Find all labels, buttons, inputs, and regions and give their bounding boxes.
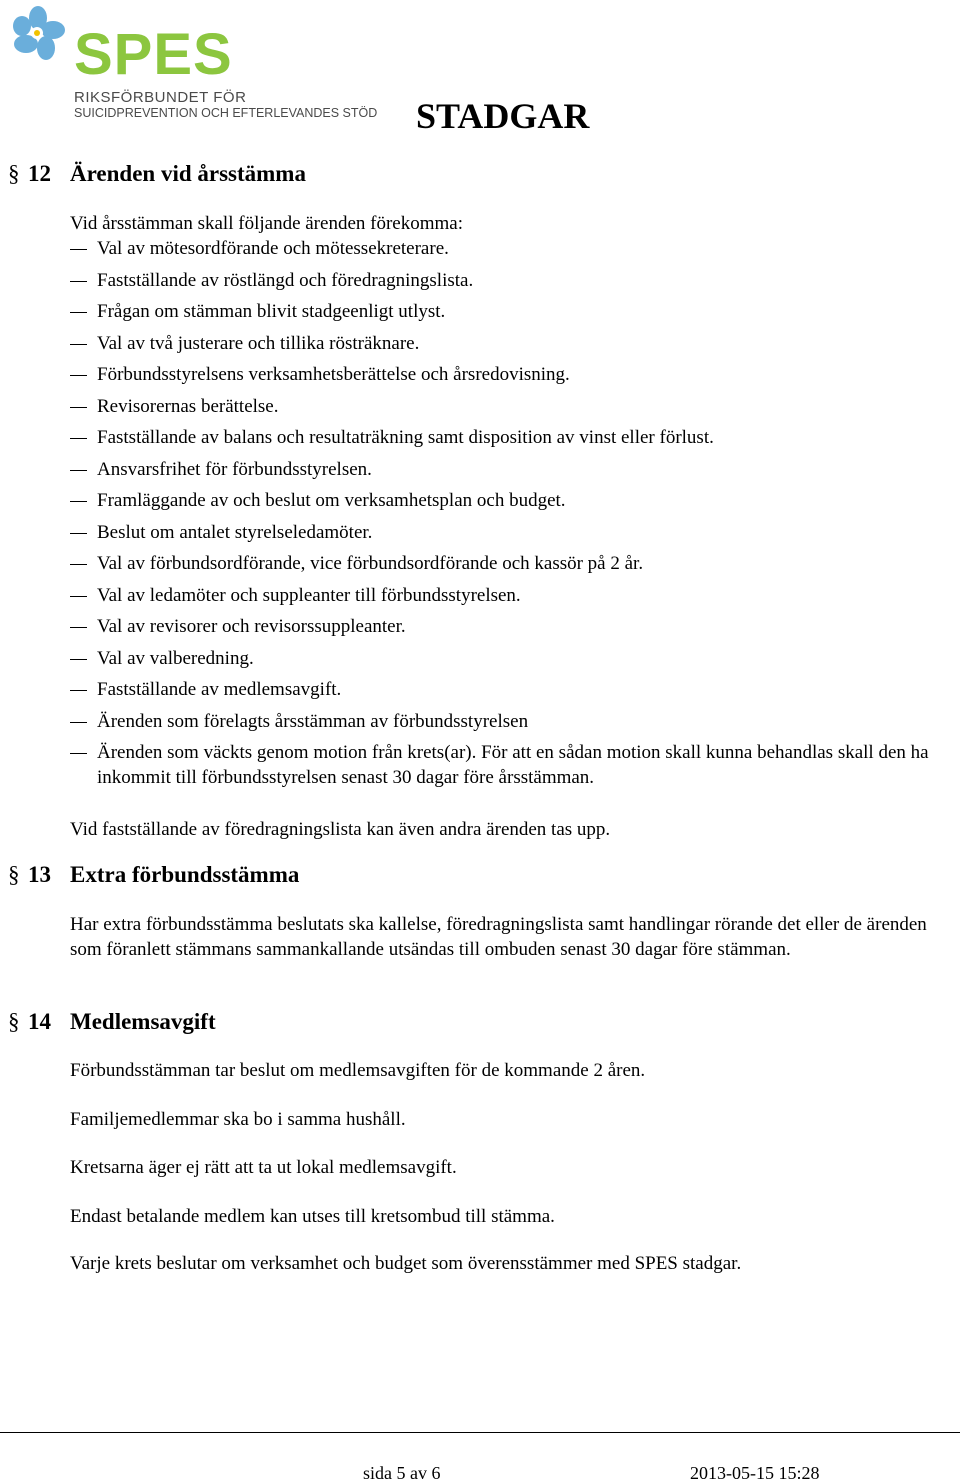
agenda-item [70, 236, 950, 261]
section-14-heading [8, 1010, 216, 1033]
logo-subtitle-2: SUICIDPREVENTION OCH EFTERLEVANDES STÖD [74, 106, 378, 120]
section-13-heading [8, 863, 299, 886]
agenda-list [70, 236, 950, 797]
agenda-item [70, 677, 950, 702]
section-14-paragraph: Förbundsstämman tar beslut om medlemsavgiften för de kommande 2 åren. [70, 1060, 646, 1081]
agenda-item [70, 520, 950, 545]
agenda-item-text: Val av två justerare och tillika rösträknare. [97, 332, 420, 354]
section-title: Ärenden vid årsstämma [70, 161, 306, 186]
section-12-closing: Vid fastställande av föredragningslista kan även andra ärenden tas upp. [70, 819, 611, 840]
section-number: 12 [28, 161, 51, 186]
agenda-item [70, 614, 950, 639]
agenda-item-text: Frågan om stämman blivit stadgeenligt utlyst. [97, 301, 446, 322]
section-symbol: § [8, 862, 20, 887]
agenda-item [70, 425, 950, 450]
agenda-item [70, 299, 950, 324]
agenda-item-text: Revisorernas berättelse. [97, 395, 279, 417]
flower-icon [8, 4, 78, 74]
footer-divider [0, 1432, 960, 1433]
agenda-item-text: Fastställande av medlemsavgift. [97, 679, 342, 700]
agenda-item [70, 268, 950, 293]
section-13-text: Har extra förbundsstämma beslutats ska kallelse, föredragningslista samt handlingar rörande det eller de ärenden som föranlett stämmans sammankallande utsändas till ombuden senast 30 dagar före stämman. [70, 914, 927, 960]
agenda-item-text: Val av ledamöter och suppleanter till förbundsstyrelsen. [97, 584, 521, 606]
agenda-item [70, 646, 950, 671]
document-title: STADGAR [416, 96, 590, 136]
agenda-item-text: Val av mötesordförande och mötessekreterare. [97, 238, 449, 259]
agenda-item [70, 709, 950, 734]
logo-subtitle-1: RIKSFÖRBUNDET FÖR [74, 89, 247, 106]
section-title: Extra förbundsstämma [70, 862, 300, 887]
section-symbol: § [8, 161, 20, 186]
agenda-item [70, 551, 950, 576]
agenda-item-text: Ansvarsfrihet för förbundsstyrelsen. [97, 458, 372, 480]
agenda-item-text: Ärenden som förelagts årsstämman av förbundsstyrelsen [97, 710, 529, 732]
agenda-item-text: Fastställande av balans och resultaträkning samt disposition av vinst eller förlust. [97, 427, 714, 448]
agenda-item-text: Framläggande av och beslut om verksamhetsplan och budget. [97, 490, 566, 511]
section-number: 13 [28, 862, 51, 887]
section-14-paragraph: Kretsarna äger ej rätt att ta ut lokal medlemsavgift. [70, 1157, 457, 1178]
section-14-paragraph: Varje krets beslutar om verksamhet och budget som överensstämmer med SPES stadgar. [70, 1253, 742, 1274]
agenda-item [70, 740, 950, 790]
section-title: Medlemsavgift [70, 1009, 216, 1034]
agenda-item [70, 331, 950, 356]
agenda-item [70, 394, 950, 419]
footer-date: 2013-05-15 15:28 [690, 1463, 820, 1483]
agenda-item-text: Val av förbundsordförande, vice förbundsordförande och kassör på 2 år. [97, 553, 644, 574]
section-14-paragraph: Endast betalande medlem kan utses till kretsombud till stämma. [70, 1206, 555, 1227]
section-14-paragraph: Familjemedlemmar ska bo i samma hushåll. [70, 1109, 406, 1130]
section-12-intro: Vid årsstämman skall följande ärenden förekomma: [70, 213, 463, 234]
agenda-item [70, 362, 950, 387]
agenda-item-text: Beslut om antalet styrelseledamöter. [97, 521, 373, 543]
agenda-item [70, 457, 950, 482]
page-number: sida 5 av 6 [363, 1463, 441, 1483]
spes-logo [8, 4, 378, 122]
section-number: 14 [28, 1009, 51, 1034]
agenda-item-text: Val av revisorer och revisorssuppleanter. [97, 616, 406, 637]
logo-wordmark: SPES [74, 22, 233, 87]
agenda-item-text: Fastställande av röstlängd och föredragningslista. [97, 269, 474, 291]
agenda-item [70, 488, 950, 513]
agenda-item-text: Ärenden som väckts genom motion från krets(ar). För att en sådan motion skall kunna behandlas skall den ha inkommit till förbundsstyrelsen senast 30 dagar före årsstämman. [97, 742, 929, 788]
agenda-item-text: Förbundsstyrelsens verksamhetsberättelse och årsredovisning. [97, 364, 570, 385]
agenda-item-text: Val av valberedning. [97, 647, 254, 669]
agenda-item [70, 583, 950, 608]
section-12-heading [8, 162, 306, 185]
section-symbol: § [8, 1009, 20, 1034]
